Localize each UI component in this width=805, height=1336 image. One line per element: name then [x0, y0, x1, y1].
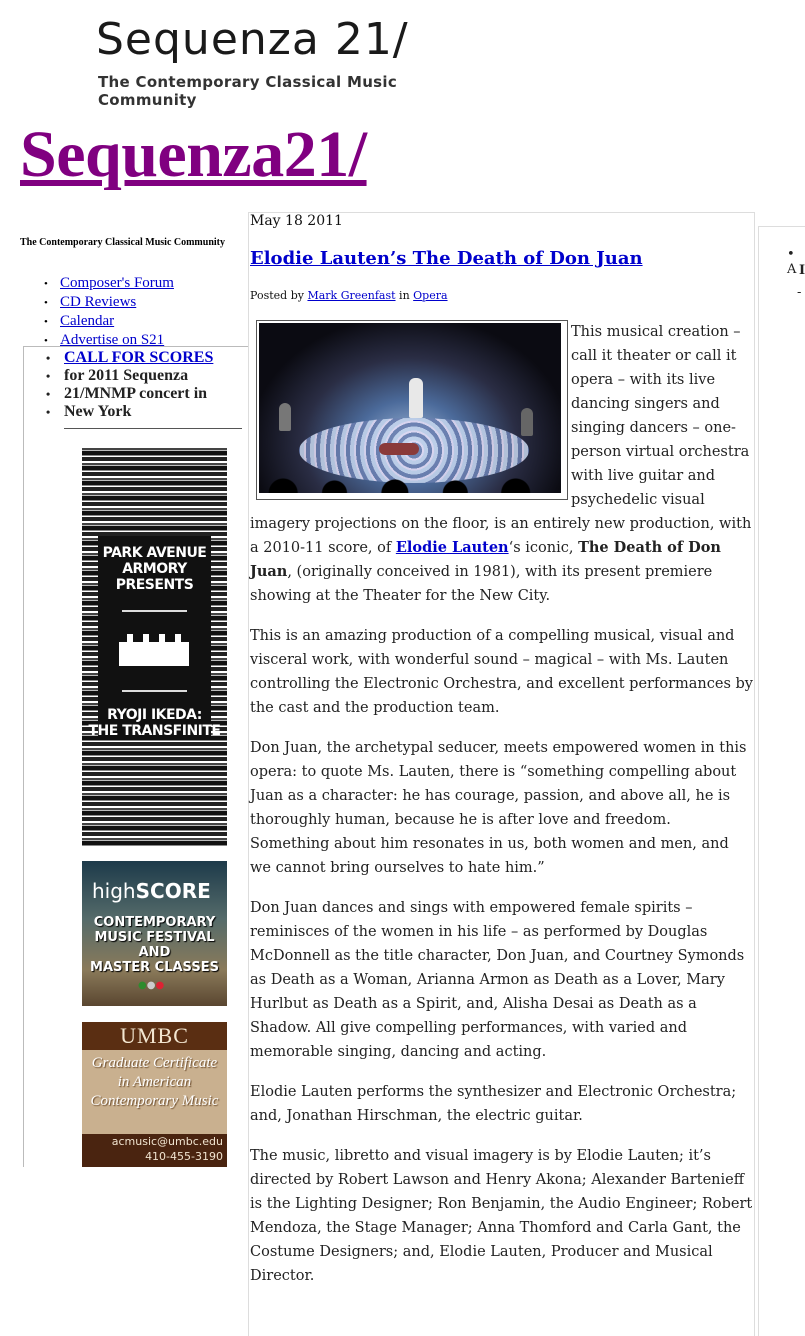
article-paragraph: The music, libretto and visual imagery is by Elodie Lauten; it’s directed by Robert Lawson and Henry Akona; Alexander Bartenieff is the Lighting Designer; Ron Benjamin, the Audio Engineer; Robert Mendoza, the Stage Manager; Anna Thomford and Carla Gant, the Costume Designers; and, Elodie Lauten, Producer and Musical Director. [250, 1148, 753, 1284]
ad-umbc-line3: Contemporary Music [90, 1093, 219, 1109]
ad-armory-line4: RYOJI IKEDA: [107, 707, 202, 723]
byline-in: in [399, 289, 410, 302]
logo-title: Sequenza 21/ [96, 14, 409, 65]
byline-prefix: Posted by [250, 289, 304, 302]
category-link[interactable]: Opera [413, 289, 448, 302]
paragraph-text: ‘s iconic, [508, 540, 579, 556]
ad-highscore-brand-light: high [92, 879, 136, 903]
right-sidebar-item: I [799, 263, 805, 278]
main-nav [44, 274, 174, 350]
elodie-lauten-link[interactable]: Elodie Lauten [395, 539, 509, 556]
work-title: The Death of Don Juan [250, 539, 721, 580]
ad-umbc-email: acmusic@umbc.edu [111, 1135, 223, 1148]
paragraph-text: , (originally conceived in 1981), with its present premiere showing at the Theater for the New City. [250, 564, 713, 604]
nav-link-calendar[interactable]: Calendar [60, 313, 115, 329]
nav-item-composers-forum [44, 274, 174, 293]
site-logo[interactable] [48, 10, 428, 109]
ad-highscore-text [82, 915, 227, 975]
ad-umbc[interactable] [82, 1022, 227, 1167]
call-for-scores-list [46, 349, 213, 421]
ad-umbc-body [82, 1054, 227, 1111]
call-item: • New York [46, 403, 213, 421]
ad-armory-line1: PARK AVENUE [102, 545, 207, 561]
nav-link-cd-reviews[interactable]: CD Reviews [60, 294, 137, 310]
nav-link-composers-forum[interactable]: Composer's Forum [60, 275, 174, 291]
photo-float-spacer [250, 320, 571, 501]
nav-link-advertise[interactable]: Advertise on S21 [60, 332, 165, 348]
ad-umbc-line1: Graduate Certificate [91, 1055, 218, 1071]
ad-highscore-line1: CONTEMPORARY [93, 915, 216, 930]
post-date: May 18 2011 [250, 213, 343, 229]
right-sidebar-item: - [797, 285, 802, 300]
site-title-link[interactable]: Sequenza21/ [20, 118, 367, 191]
call-item [46, 349, 213, 367]
right-sidebar-item: • A [787, 247, 797, 277]
ad-armory-line2: ARMORY [122, 561, 187, 577]
ad-highscore[interactable] [82, 861, 227, 1006]
article-paragraph: This is an amazing production of a compelling musical, visual and visceral work, with wonderful sound – magical – with Ms. Lauten controlling the Electronic Orchestra, and excellent performances by the cast and the production team. [250, 628, 753, 716]
ad-divider [122, 690, 187, 692]
logo-tagline: The Contemporary Classical Music Community [98, 73, 398, 109]
ad-highscore-line4: MASTER CLASSES [90, 960, 219, 975]
call-item: • for 2011 Sequenza [46, 367, 213, 385]
paragraph-text: This musical creation – call it theater or call it opera – with its live dancing singers and singing dancers – one-person virtual orchestra with live guitar and psychedelic visual imagery projections on the floor, is an entirely new production, with a 2010-11 score, of [250, 324, 752, 556]
article-paragraph: Don Juan dances and sings with empowered female spirits – reminisces of the women in his life – as performed by Douglas McDonnell as the title character, Don Juan, and Courtney Symonds as Death as a Woman, Arianna Armon as Death as a Lover, Mary Hurlbut as Death as a Spirit, and, Alisha Desai as Death as a Shadow. All give compelling performances, with varied and memorable singing, dancing and acting. [250, 900, 745, 1060]
ad-armory-line3: PRESENTS [115, 577, 194, 593]
ad-highscore-brand-bold: SCORE [135, 879, 211, 903]
nav-item-calendar [44, 312, 174, 331]
post-byline [250, 289, 448, 302]
ad-umbc-phone: 410-455-3190 [145, 1150, 223, 1163]
article-paragraph: Don Juan, the archetypal seducer, meets empowered women in this opera: to quote Ms. Lauten, there is “something compelling about Juan as a character: he has courage, passion, and above all, he is thoroughly human, because he is after love and freedom. Something about him resonates in us, both women and men, and we cannot bring ourselves to hate him.” [250, 740, 747, 876]
ad-umbc-contact [82, 1134, 227, 1167]
article-paragraph: Elodie Lauten performs the synthesizer and Electronic Orchestra; and, Jonathan Hirschman, the electric guitar. [250, 1084, 737, 1124]
author-link[interactable]: Mark Greenfast [307, 289, 396, 302]
ad-divider [122, 610, 187, 612]
ad-armory-line5: THE TRANSFINITE [88, 723, 221, 739]
call-item: • 21/MNMP concert in [46, 385, 213, 403]
site-description: The Contemporary Classical Music Community [20, 237, 225, 248]
post-title-link[interactable]: Elodie Lauten’s The Death of Don Juan [250, 248, 643, 269]
nav-item-cd-reviews [44, 293, 174, 312]
ad-umbc-line2: in American [117, 1074, 192, 1090]
ad-highscore-line3: AND [138, 945, 171, 960]
post-title [250, 248, 643, 269]
sidebar-divider [64, 428, 242, 429]
right-sidebar [758, 226, 805, 1336]
article-body [250, 320, 754, 1304]
castle-icon [119, 632, 189, 666]
dots-decoration: ●●● [138, 980, 165, 991]
ad-park-avenue-armory[interactable] [82, 446, 227, 846]
ad-highscore-brand [92, 879, 211, 903]
ad-umbc-head: UMBC [82, 1022, 227, 1050]
ad-highscore-line2: MUSIC FESTIVAL [94, 930, 215, 945]
call-for-scores-link[interactable]: CALL FOR SCORES [64, 349, 214, 366]
